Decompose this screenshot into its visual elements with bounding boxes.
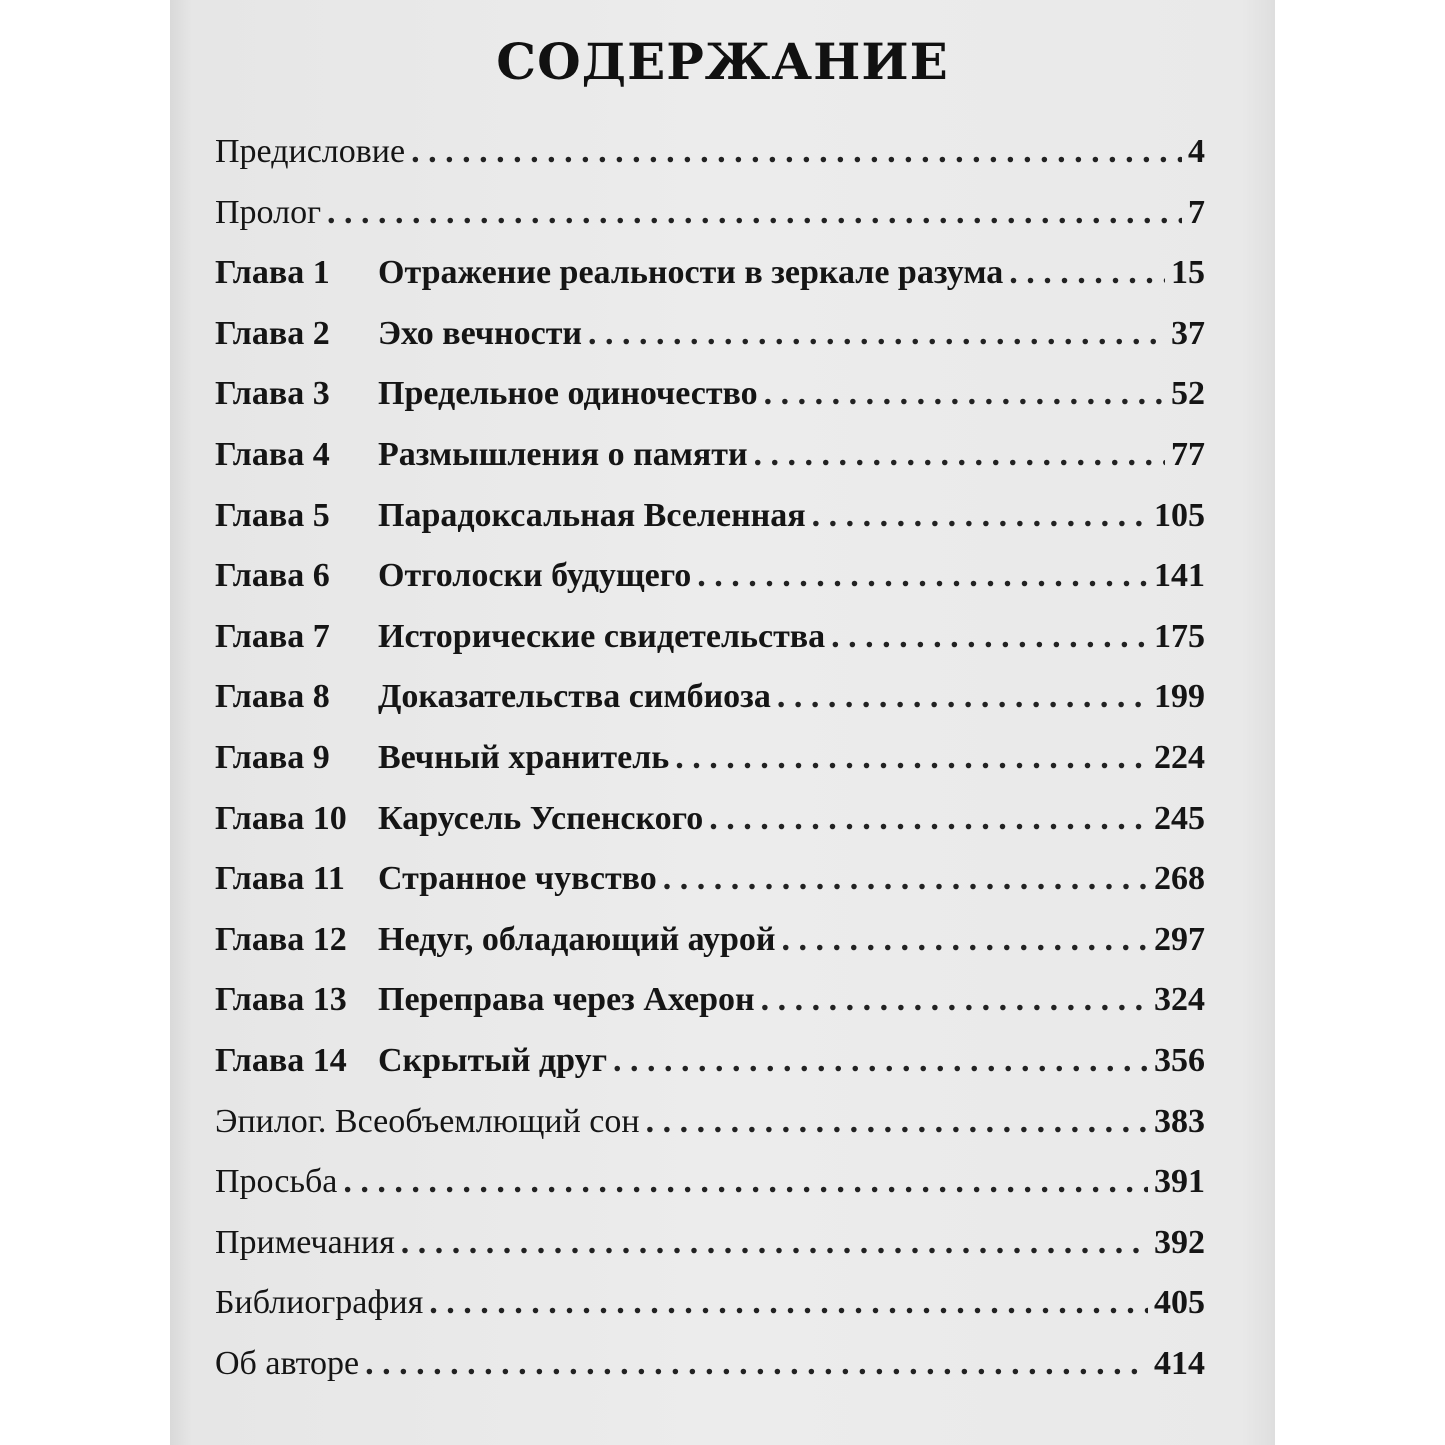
toc-leader-dots <box>764 375 1165 413</box>
toc-entry-chapter: Глава 14 <box>215 1041 347 1079</box>
toc-entry-page: 7 <box>1188 193 1205 231</box>
toc-leader-dots <box>754 436 1165 474</box>
toc-entry-title: Отголоски будущего <box>378 557 692 595</box>
toc-entry-title: Библиография <box>215 1284 424 1322</box>
toc-entry-chapter: Глава 6 <box>215 557 330 595</box>
toc-entry-title: Отражение реальности в зеркале разума <box>378 254 1004 292</box>
toc-entry[interactable] <box>215 618 1205 679</box>
toc-entry-chapter: Глава 12 <box>215 920 347 958</box>
toc-leader-dots <box>411 133 1182 171</box>
toc-entry[interactable] <box>215 254 1205 315</box>
toc-entry-chapter: Глава 8 <box>215 678 330 716</box>
toc-entry-page: 15 <box>1171 254 1205 292</box>
toc-entry-chapter: Глава 7 <box>215 617 330 655</box>
toc-entry[interactable] <box>215 678 1205 739</box>
toc-entry[interactable] <box>215 1284 1205 1345</box>
toc-entry-title: Вечный хранитель <box>378 738 670 776</box>
toc-entry-page: 105 <box>1154 496 1205 534</box>
toc-entry-page: 4 <box>1188 133 1205 170</box>
toc-leader-dots <box>327 194 1182 232</box>
toc-leader-dots <box>675 739 1148 777</box>
toc-entry-chapter: Глава 11 <box>215 860 345 898</box>
toc-entry-title: Недуг, обладающий аурой <box>378 920 776 958</box>
toc-entry-title: Карусель Успенского <box>378 799 704 837</box>
toc-entry[interactable] <box>215 315 1205 376</box>
toc-entry-title: Об авторе <box>215 1344 360 1382</box>
toc-entry-chapter: Глава 1 <box>215 254 330 292</box>
toc-entry-page: 141 <box>1154 557 1205 595</box>
toc-entry-page: 414 <box>1154 1344 1205 1382</box>
toc-entry-title: Парадоксальная Вселенная <box>378 496 806 534</box>
toc-entry-page: 392 <box>1154 1223 1205 1261</box>
toc-leader-dots <box>646 1103 1148 1141</box>
toc-entry[interactable] <box>215 497 1205 558</box>
toc-entry[interactable] <box>215 1103 1205 1164</box>
toc-leader-dots <box>588 315 1165 353</box>
toc-entry[interactable] <box>215 1224 1205 1285</box>
toc-entry-page: 245 <box>1154 799 1205 837</box>
toc-entry-page: 37 <box>1171 314 1205 352</box>
toc-leader-dots <box>777 678 1148 716</box>
toc-leader-dots <box>401 1224 1148 1262</box>
toc-entry-page: 324 <box>1154 981 1205 1019</box>
toc-entry[interactable] <box>215 194 1205 255</box>
toc-entry-title: Переправа через Ахерон <box>378 981 755 1019</box>
toc-entry-title: Просьба <box>215 1163 338 1201</box>
toc-entry-page: 383 <box>1154 1102 1205 1140</box>
toc-entry-chapter: Глава 10 <box>215 799 347 837</box>
toc-entry-page: 175 <box>1154 617 1205 655</box>
toc-entry[interactable] <box>215 800 1205 861</box>
toc-entry-chapter: Глава 4 <box>215 435 330 473</box>
toc-leader-dots <box>812 497 1148 535</box>
toc-entry-page: 199 <box>1154 678 1205 716</box>
toc-entry-page: 52 <box>1171 375 1205 413</box>
toc-entry[interactable] <box>215 921 1205 982</box>
toc-leader-dots <box>429 1284 1148 1322</box>
toc-leader-dots <box>613 1042 1148 1080</box>
toc-entry[interactable] <box>215 375 1205 436</box>
toc-leader-dots <box>365 1345 1148 1383</box>
toc-entry-page: 356 <box>1154 1041 1205 1079</box>
toc-leader-dots <box>761 981 1148 1019</box>
toc-entry-title: Пролог <box>215 193 322 231</box>
toc-entry-chapter: Глава 9 <box>215 738 330 776</box>
toc-entry[interactable] <box>215 1042 1205 1103</box>
toc-entry-chapter: Глава 2 <box>215 314 330 352</box>
toc-entry-title: Исторические свидетельства <box>378 617 826 655</box>
toc-leader-dots <box>709 800 1148 838</box>
toc-entry[interactable] <box>215 1345 1205 1406</box>
toc-entry-title: Размышления о памяти <box>378 435 748 473</box>
table-of-contents <box>215 133 1205 1405</box>
toc-entry[interactable] <box>215 1163 1205 1224</box>
toc-entry-page: 77 <box>1171 435 1205 473</box>
toc-leader-dots <box>343 1163 1148 1201</box>
toc-entry-page: 268 <box>1154 860 1205 898</box>
toc-entry-page: 224 <box>1154 738 1205 776</box>
toc-entry-page: 297 <box>1154 920 1205 958</box>
toc-entry-title: Предисловие <box>215 133 406 170</box>
toc-entry-title: Скрытый друг <box>378 1041 608 1079</box>
toc-entry-page: 391 <box>1154 1163 1205 1201</box>
toc-entry-title: Эпилог. Всеобъемлющий сон <box>215 1102 640 1140</box>
toc-entry[interactable] <box>215 981 1205 1042</box>
toc-entry-chapter: Глава 5 <box>215 496 330 534</box>
toc-leader-dots <box>697 557 1148 595</box>
page-title: СОДЕРЖАНИЕ <box>496 32 949 91</box>
toc-entry-chapter: Глава 3 <box>215 375 330 413</box>
toc-leader-dots <box>1009 254 1165 292</box>
toc-entry-chapter: Глава 13 <box>215 981 347 1019</box>
toc-entry-page: 405 <box>1154 1284 1205 1322</box>
toc-entry[interactable] <box>215 133 1205 194</box>
toc-entry[interactable] <box>215 739 1205 800</box>
toc-entry-title: Доказательства симбиоза <box>378 678 771 716</box>
toc-entry[interactable] <box>215 557 1205 618</box>
toc-entry-title: Странное чувство <box>378 860 657 898</box>
toc-entry[interactable] <box>215 860 1205 921</box>
toc-entry-title: Предельное одиночество <box>378 375 758 413</box>
toc-entry-title: Эхо вечности <box>378 314 583 352</box>
toc-leader-dots <box>831 618 1148 656</box>
toc-entry-title: Примечания <box>215 1223 395 1261</box>
toc-leader-dots <box>781 921 1148 959</box>
toc-entry[interactable] <box>215 436 1205 497</box>
toc-leader-dots <box>663 860 1148 898</box>
